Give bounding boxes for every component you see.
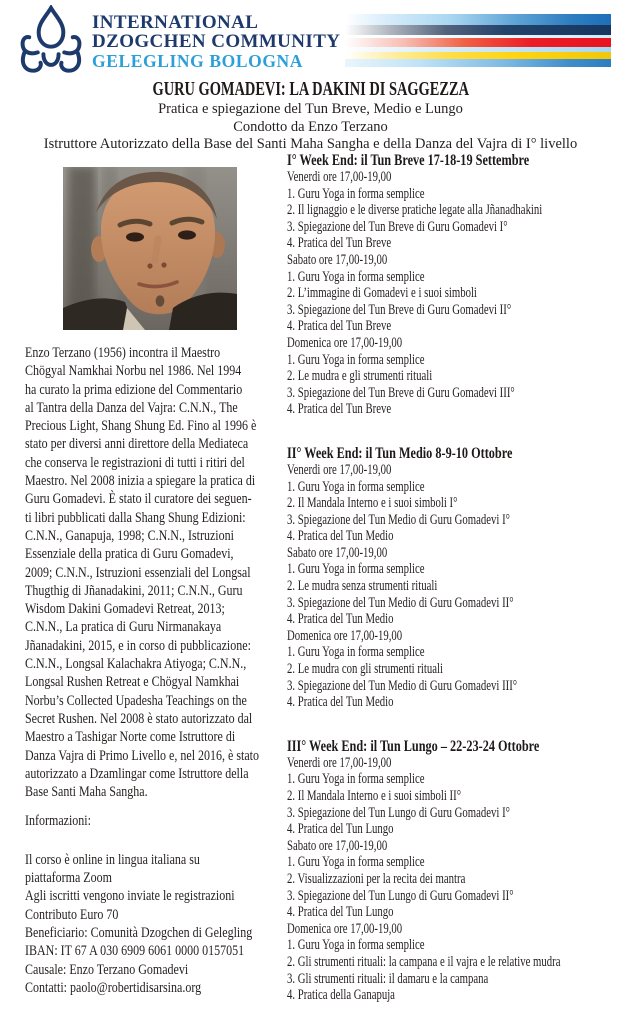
subtitle-line: Condotto da Enzo Terzano <box>233 118 388 135</box>
title-block <box>0 78 621 154</box>
weekend-heading: III° Week End: il Tun Lungo – 22-23-24 Ottobre <box>287 736 540 755</box>
schedule-line: Domenica ore 17,00-19,00 <box>287 627 403 644</box>
info-line: piattaforma Zoom <box>25 869 112 887</box>
bio-line: Thugthig di Jñanadakini, 2011; C.N.N., Guru <box>25 581 243 599</box>
schedule-line: 3. Spiegazione del Tun Medio di Guru Gomadevi III° <box>287 677 518 694</box>
bio-line: Wisdom Dakini Gomadevi Retreat, 2013; <box>25 600 225 618</box>
schedule-line: Domenica ore 17,00-19,00 <box>287 920 403 937</box>
schedule-line: Sabato ore 17,00-19,00 <box>287 251 388 268</box>
bio-line: Jñanadakini, 2015, e in corso di pubblicazione: <box>25 636 251 654</box>
info-line: Il corso è online in lingua italiana su <box>25 850 200 868</box>
schedule-line: 4. Pratica del Tun Medio <box>287 611 394 628</box>
informazioni-heading: Informazioni: <box>25 812 91 830</box>
weekend-heading: I° Week End: il Tun Breve 17-18-19 Settembre <box>287 151 530 169</box>
schedule-line: 3. Spiegazione del Tun Medio di Guru Gomadevi II° <box>287 594 514 611</box>
schedule-line: 2. Le mudra senza strumenti rituali <box>287 578 438 595</box>
stripe-yellow <box>345 52 611 59</box>
bio-line: Chögyal Namkhai Norbu nel 1986. Nel 1994 <box>25 362 242 380</box>
page-title-text: GURU GOMADEVI: LA DAKINI DI SAGGEZZA <box>152 78 469 100</box>
schedule-line: 3. Spiegazione del Tun Lungo di Guru Gomadevi II° <box>287 887 514 904</box>
schedule-line: 3. Gli strumenti rituali: il damaru e la campana <box>287 970 489 987</box>
schedule-line: 2. Il Mandala Interno e i suoi simboli II° <box>287 788 462 804</box>
stripe-navy <box>345 25 611 35</box>
schedule-line: 2. Il lignaggio e le diverse pratiche legate alla Jñanadhakini <box>287 202 543 219</box>
schedule-line: 1. Guru Yoga in forma semplice <box>287 478 425 495</box>
weekend-heading: II° Week End: il Tun Medio 8-9-10 Ottobre <box>287 443 513 462</box>
schedule-line: Domenica ore 17,00-19,00 <box>287 334 403 351</box>
left-column <box>25 344 290 997</box>
schedule-line: 2. Il Mandala Interno e i suoi simboli I° <box>287 495 458 512</box>
schedule-line: 3. Spiegazione del Tun Medio di Guru Gomadevi I° <box>287 511 510 528</box>
schedule-line: 1. Guru Yoga in forma semplice <box>287 644 425 661</box>
schedule-line: 4. Pratica del Tun Medio <box>287 528 394 545</box>
schedule-line: Sabato ore 17,00-19,00 <box>287 544 388 561</box>
bio-line: Danza Vajra di Primo Livello e, nel 2016, è stato <box>25 746 260 764</box>
schedule-line: 4. Pratica della Ganapuja <box>287 987 395 1004</box>
schedule-line: 2. Le mudra con gli strumenti rituali <box>287 661 444 678</box>
bio-line: Base Santi Maha Sangha. <box>25 783 148 801</box>
bio-paragraph <box>25 344 290 801</box>
subtitle-line: Pratica e spiegazione del Tun Breve, Medio e Lungo <box>158 101 463 117</box>
dzogchen-community-emblem-icon <box>13 5 89 77</box>
schedule-line: 1. Guru Yoga in forma semplice <box>287 351 425 368</box>
schedule-section <box>287 444 621 711</box>
schedule-line: 3. Spiegazione del Tun Breve di Guru Gomadevi II° <box>287 301 512 318</box>
bio-line: C.N.N., Ganapuja, 1998; C.N.N., Istruzioni <box>25 526 234 544</box>
bio-line: 2009; C.N.N., Istruzioni essenziali del Longsal <box>25 563 251 581</box>
schedule-line: 4. Pratica del Tun Breve <box>287 401 392 418</box>
bio-line: ti libri pubblicati dalla Shang Shung Edizioni: <box>25 508 246 526</box>
bio-line: stato per diversi anni direttore della Mediateca <box>25 435 249 453</box>
org-name-line-2: DZOGCHEN COMMUNITY <box>92 31 341 52</box>
bio-line: Norbu’s Collected Upadesha Teachings on the <box>25 691 247 709</box>
schedule-line: Venerdi ore 17,00-19,00 <box>287 754 392 771</box>
schedule-line: 1. Guru Yoga in forma semplice <box>287 854 425 871</box>
schedule-line: Venerdi ore 17,00-19,00 <box>287 169 392 185</box>
bio-line: Secret Rushen. Nel 2008 è stato autorizzato dal <box>25 709 253 727</box>
info-line: IBAN: IT 67 A 030 6909 6061 0000 0157051 <box>25 942 245 960</box>
schedule-line: 2. Gli strumenti rituali: la campana e il vajra e le relative mudra <box>287 953 561 970</box>
bio-line: Enzo Terzano (1956) incontra il Maestro <box>25 344 221 361</box>
schedule-line: 3. Spiegazione del Tun Breve di Guru Gomadevi III° <box>287 384 515 401</box>
stripe-blue-bottom <box>345 59 611 67</box>
bio-line: Guru Gomadevi. È stato il curatore dei seguen- <box>25 490 252 508</box>
org-name-line-3: GELEGLING BOLOGNA <box>92 51 304 71</box>
bio-line: ha curato la prima edizione del Commentario <box>25 380 243 398</box>
schedule-line: 4. Pratica del Tun Breve <box>287 318 392 335</box>
schedule-section <box>287 737 621 1004</box>
schedule-line: 4. Pratica del Tun Lungo <box>287 821 394 838</box>
schedule-lines <box>287 462 621 711</box>
schedule-line: 2. Le mudra e gli strumenti rituali <box>287 368 433 385</box>
bio-line: che conserva le registrazioni di tutti i ritiri del <box>25 453 245 471</box>
bio-line: C.N.N., Longsal Kalachakra Atiyoga; C.N.N., <box>25 655 247 673</box>
org-name-line-1: INTERNATIONAL <box>92 12 259 33</box>
schedule-line: 3. Spiegazione del Tun Lungo di Guru Gomadevi I° <box>287 804 510 821</box>
schedule-line: 4. Pratica del Tun Breve <box>287 235 392 252</box>
schedule <box>287 151 621 1004</box>
bio-line: autorizzato a Dzamlingar come Istruttore della <box>25 764 249 782</box>
bio-line: Essenziale della pratica di Guru Gomadevi, <box>25 545 234 563</box>
page-title <box>0 78 621 101</box>
schedule-line: 1. Guru Yoga in forma semplice <box>287 268 425 285</box>
schedule-line: 4. Pratica del Tun Lungo <box>287 904 394 921</box>
schedule-lines <box>287 755 621 1004</box>
info-line: Causale: Enzo Terzano Gomadevi <box>25 960 189 978</box>
schedule-line: Sabato ore 17,00-19,00 <box>287 837 388 854</box>
course-info <box>25 851 290 997</box>
schedule-line: Venerdi ore 17,00-19,00 <box>287 461 392 478</box>
schedule-line: 3. Spiegazione del Tun Breve di Guru Gomadevi I° <box>287 218 508 235</box>
bio-line: Longsal Rushen Retreat e Chögyal Namkhai <box>25 673 240 691</box>
bio-line: Precious Light, Shang Shung Ed. Fino al 1996 è <box>25 417 257 435</box>
info-line: Agli iscritti vengono inviate le registrazioni <box>25 887 235 905</box>
enzo-terzano-portrait-photo <box>63 167 237 330</box>
bio-line: Maestro a Tashigar Norte come Istruttore di <box>25 728 236 746</box>
bio-line: Maestro. Nel 2008 inizia a spiegare la pratica di <box>25 472 256 490</box>
stripe-red <box>345 38 611 47</box>
schedule-section <box>287 151 621 418</box>
schedule-line: 4. Pratica del Tun Medio <box>287 694 394 711</box>
schedule-line: 1. Guru Yoga in forma semplice <box>287 185 425 202</box>
info-line: Contributo Euro 70 <box>25 905 119 923</box>
bio-line: C.N.N., La pratica di Guru Nirmanakaya <box>25 618 222 636</box>
stripe-blue-top <box>345 14 611 25</box>
subtitle-list <box>0 101 621 154</box>
schedule-line: 2. Visualizzazioni per la recita dei mantra <box>287 870 466 887</box>
flag-stripes-decoration <box>345 14 611 67</box>
bio-line: al Tantra della Danza del Vajra: C.N.N., The <box>25 398 238 416</box>
schedule-line: 2. L’immagine di Gomadevi e i suoi simboli <box>287 285 477 302</box>
schedule-line: 1. Guru Yoga in forma semplice <box>287 561 425 578</box>
schedule-line: 1. Guru Yoga in forma semplice <box>287 937 425 954</box>
schedule-lines <box>287 169 621 418</box>
subtitle-line: Istruttore Autorizzato della Base del Santi Maha Sangha e della Danza del Vajra di I° livello <box>43 136 578 152</box>
info-line: Beneficiario: Comunità Dzogchen di Gelegling <box>25 923 253 941</box>
organization-name <box>92 13 340 71</box>
schedule-line: 1. Guru Yoga in forma semplice <box>287 771 425 788</box>
info-line: Contatti: paolo@robertidisarsina.org <box>25 978 202 996</box>
